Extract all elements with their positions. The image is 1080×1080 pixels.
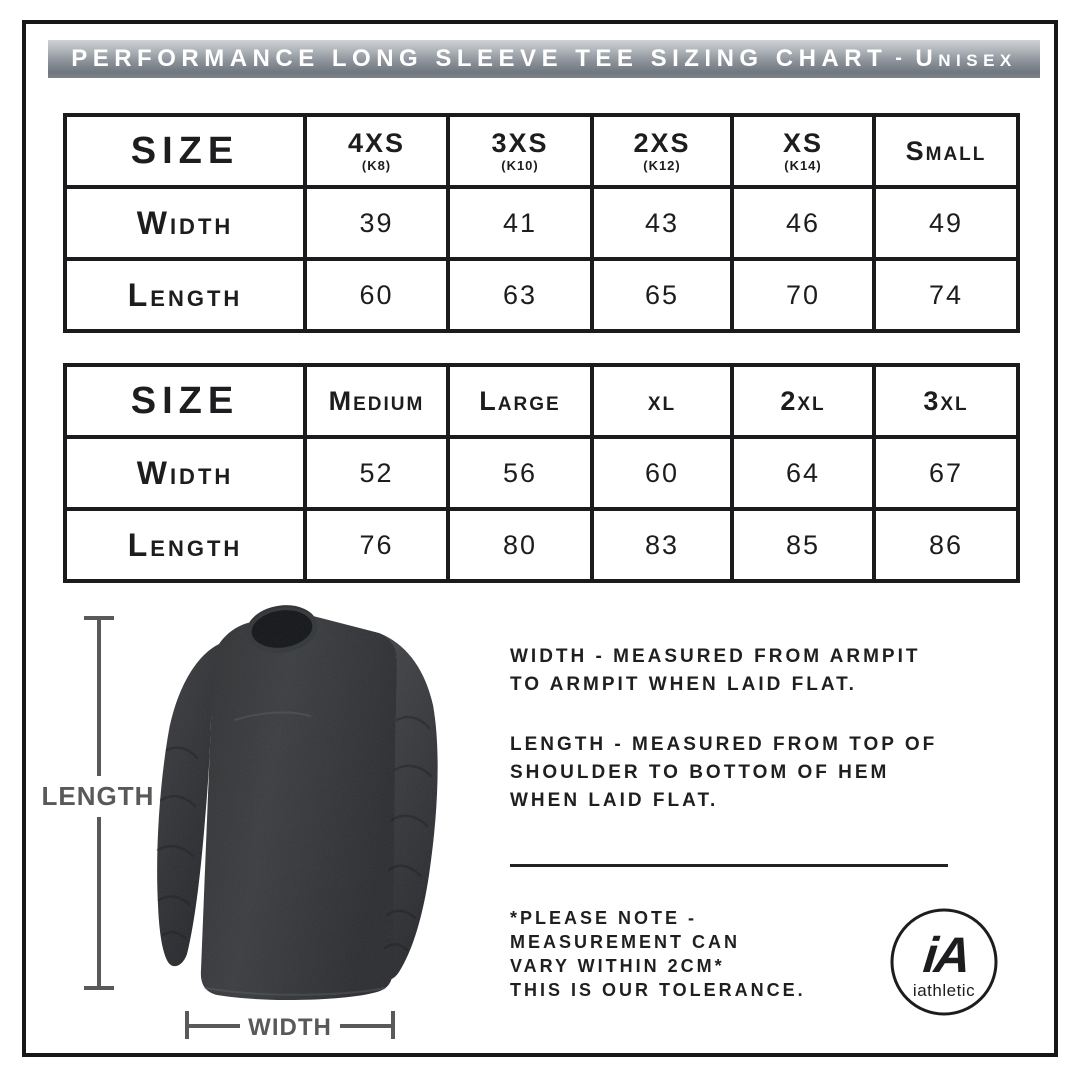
width-measure-cap-left [185,1011,189,1039]
page-title-suffix: Unisex [915,45,1017,72]
row-label: Length [127,276,243,313]
cell-value: 80 [502,529,538,560]
cell-value: 63 [502,279,538,310]
cell-value: 85 [785,529,821,560]
column-header: Small [905,135,987,166]
tolerance-note [510,906,806,1002]
width-measure-label: WIDTH [240,1012,340,1044]
length-measure-label: LENGTH [38,776,158,817]
column-subheader: (K12) [643,157,681,173]
cell-value: 46 [785,207,821,238]
column-header: 2XS [633,128,691,159]
cell-value: 60 [359,279,394,310]
length-measure-cap-bottom [84,986,114,990]
length-description [510,731,937,815]
cell-value: 86 [928,529,964,560]
sizing-table-large-sizes [63,363,1020,583]
page-title-main: PERFORMANCE LONG SLEEVE TEE SIZING CHART [71,45,888,72]
cell-value: 49 [928,207,964,238]
column-header: Medium [328,385,425,416]
page-title [71,45,1017,73]
cell-value: 67 [928,457,964,488]
cell-value: 60 [644,457,680,488]
column-subheader: (K8) [361,157,392,173]
column-subheader: (K14) [784,157,822,173]
cell-value: 76 [359,529,394,560]
description-line: LENGTH - MEASURED FROM TOP OF [510,734,938,755]
row-label: Length [127,526,243,563]
column-header: 2xl [780,385,826,416]
title-banner [48,40,1040,78]
column-subheader: (K10) [501,157,539,173]
description-line: WIDTH - MEASURED FROM ARMPIT [510,646,921,667]
size-header: SIZE [130,379,240,422]
tshirt-photo [145,600,450,1000]
cell-value: 52 [359,457,394,488]
note-divider [510,864,948,867]
column-header: 3XS [491,128,549,159]
table-row [65,437,1018,509]
column-header: Large [479,385,561,416]
cell-value: 65 [644,279,680,310]
table-row [65,187,1018,259]
cell-value: 56 [502,457,538,488]
description-line: TO ARMPIT WHEN LAID FLAT. [510,674,857,695]
note-line: MEASUREMENT CAN [510,932,741,952]
column-header: 3xl [923,385,969,416]
note-line: VARY WITHIN 2CM* [510,956,725,976]
row-label: Width [136,454,234,491]
column-header: xl [647,385,677,416]
cell-value: 83 [644,529,680,560]
column-header: XS [782,128,824,159]
cell-value: 41 [502,207,538,238]
sizing-table-small-sizes [63,113,1020,333]
description-line: WHEN LAID FLAT. [510,790,719,811]
note-line: THIS IS OUR TOLERANCE. [510,980,806,1000]
cell-value: 43 [644,207,680,238]
note-line: *PLEASE NOTE - [510,908,698,928]
width-description [510,643,921,699]
column-header: 4XS [347,128,406,159]
cell-value: 39 [359,207,394,238]
table-row [65,509,1018,581]
size-header: SIZE [130,129,240,172]
table-row [65,365,1018,437]
title-separator: - [895,47,908,69]
length-measure-cap-top [84,616,114,620]
logo-monogram: iA [920,927,971,983]
table-row [65,259,1018,331]
table-row [65,115,1018,187]
width-measure-cap-right [391,1011,395,1039]
logo-brand-text: iathletic [912,981,976,1000]
cell-value: 70 [785,279,821,310]
cell-value: 64 [785,457,821,488]
row-label: Width [136,204,234,241]
description-line: SHOULDER TO BOTTOM OF HEM [510,762,890,783]
cell-value: 74 [928,279,964,310]
iathletic-logo [888,906,1000,1018]
